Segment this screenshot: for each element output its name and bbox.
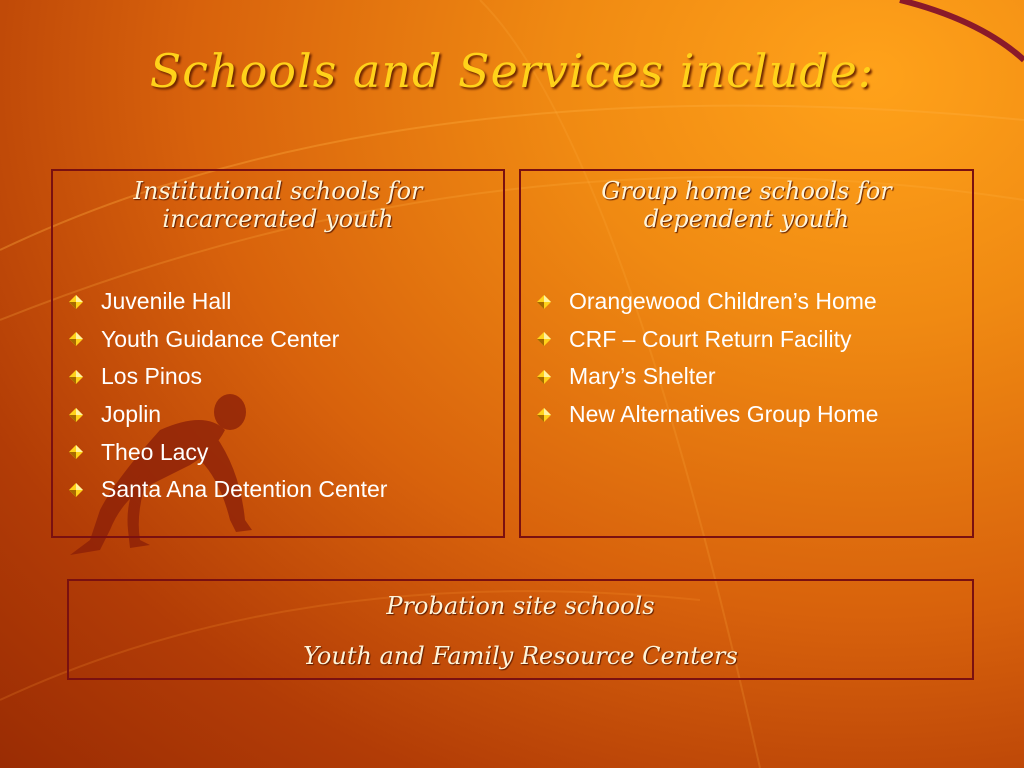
list-item [69,358,387,396]
probation-line-1: Probation site schools [386,592,655,620]
diamond-bullet-icon [537,408,551,422]
diamond-bullet-icon [537,295,551,309]
list-item [69,433,387,471]
list-item-label: Youth Guidance Center [101,325,340,352]
slide-title: Schools and Services include: [149,44,875,98]
diamond-bullet-icon [537,370,551,384]
dependent-youth-heading: Group home schools for dependent youth [601,177,892,233]
dependent-youth-box [519,169,974,538]
list-item [537,321,878,359]
list-item-label: Mary’s Shelter [569,363,716,390]
list-item [537,358,878,396]
list-item [69,321,387,359]
list-item-label: Santa Ana Detention Center [101,476,388,503]
list-item-label: CRF – Court Return Facility [569,325,852,352]
dependent-youth-list [537,283,878,433]
diamond-bullet-icon [69,445,83,459]
probation-box [67,579,974,680]
list-item [69,283,387,321]
diamond-bullet-icon [69,370,83,384]
list-item-label: Juvenile Hall [101,288,232,315]
diamond-bullet-icon [69,295,83,309]
list-item [69,396,387,434]
probation-line-2: Youth and Family Resource Centers [303,642,738,670]
incarcerated-youth-box [51,169,505,538]
list-item [537,283,878,321]
incarcerated-youth-heading: Institutional schools for incarcerated youth [133,177,423,233]
list-item [537,396,878,434]
diamond-bullet-icon [69,332,83,346]
list-item [69,471,387,509]
list-item-label: New Alternatives Group Home [569,401,879,428]
incarcerated-youth-list [69,283,387,509]
diamond-bullet-icon [69,483,83,497]
list-item-label: Orangewood Children’s Home [569,288,877,315]
list-item-label: Theo Lacy [101,438,209,465]
diamond-bullet-icon [537,332,551,346]
list-item-label: Joplin [101,401,162,428]
diamond-bullet-icon [69,408,83,422]
list-item-label: Los Pinos [101,363,203,390]
